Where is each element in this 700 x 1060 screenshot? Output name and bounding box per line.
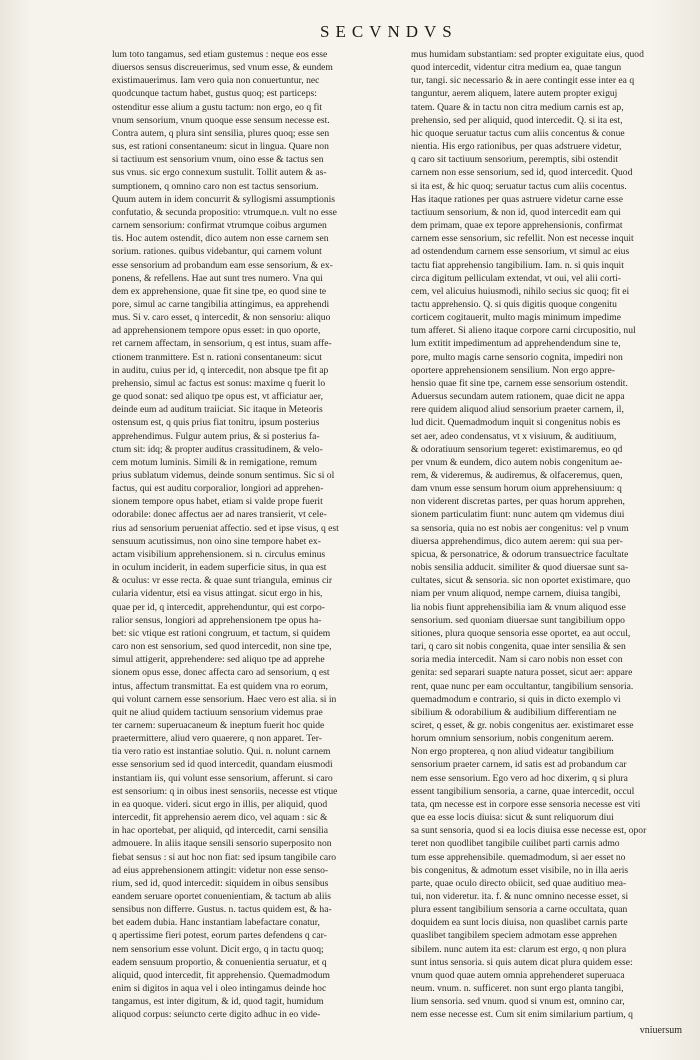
text-line: tata, qm necesse est in corpore esse sensoria necesse est viti (411, 798, 641, 810)
right-column (411, 48, 689, 1030)
text-line: caro non est sensorium, sed quod intercedit, non sine tpe, (112, 641, 332, 653)
text-line: tari, q caro sit nobis congenita, quae inter sensilia & sen (411, 641, 626, 653)
text-line: hic quoque seruatur tactus cum aliis concentus & conue (411, 127, 625, 139)
text-line: sumptionem, q omnino caro non est tactus sensorium. (112, 180, 319, 192)
text-line: lum toto tangamus, sed etiam gustemus : neque eos esse (112, 49, 328, 60)
text-line: tui, non videretur. ita. f. & nunc omnino necesse esset, si (411, 891, 629, 902)
text-line: esse sensorium sed id quod intercedit, quandam eiusmodi (112, 759, 333, 771)
text-line: sciret, q esset, & gr. nobis congenitus aer. existimaret esse (411, 719, 634, 731)
text-line: ge quod sonat: sed aliquo tpe opus est, vt afficiatur aer, (112, 391, 323, 403)
text-line: aliquid, quod intercedit, fit apprehensio. Quemadmodum (112, 969, 330, 981)
text-line: cularia videntur, etsi ea visus attingat. sicut ergo in his, (112, 588, 323, 600)
text-line: factus, qui est auditu corporalior, longiori ad apprehen- (112, 483, 324, 495)
text-line: tangamus, est inter digitum, & id, quod tagit, humidum (112, 996, 324, 1008)
text-line: ter carnem: superuacaneum & ineptum fuerit hoc quide (112, 719, 325, 731)
text-line: lud dicit. Quemadmodum inquit si congenitus nobis es (411, 417, 621, 429)
text-line: sibilium & odorabilium & audibilium differentiam ne (411, 706, 617, 718)
text-line: genita: sed separari suapte natura posset, sicut aer: appare (411, 667, 633, 679)
text-line: tanguntur, aerem aliquem, latere autem propter exiguj (411, 88, 618, 100)
text-line: oportere apprehensionem sensilium. Non ergo appre- (411, 364, 615, 376)
text-line: quaslibet tangibilem speciem admotam esse apprehen (411, 930, 617, 942)
text-line: soria media intercedit. Nam si caro nobis non esset con (411, 654, 623, 666)
text-line: corticem cogitauerit, multo magis minimum impedime (411, 312, 621, 324)
text-line: pore, multo magis carne sensorio cognita, impediri non (411, 351, 623, 363)
text-line: horum omnium sensorium, nobis congenitum aerem. (411, 733, 614, 745)
text-line: vnum quod quae autem omnia apprehenderet superuaca (411, 969, 625, 981)
text-line: actam visibilium apprehensionem. si n. circulus eminus (112, 548, 326, 560)
text-line: sionem particulatim fiunt: nunc autem qm videmus diui (411, 509, 625, 521)
text-line: rere quidem aliquod aliud sensorium praeter carnem, il, (411, 404, 624, 416)
text-line: tum esse apprehensibile. quemadmodum, si aer esset no (411, 851, 626, 863)
text-line: in oculum inciderit, in eadem superficie situs, in qua est (112, 562, 327, 574)
text-line: confutatio, & secunda propositio: vtrumque.n. vult no esse (112, 206, 337, 218)
text-line: sa sensoria, quia no est nobis aer congenitus: vel p vnum (411, 522, 629, 534)
text-line: & odoratiuum sensorium tegeret: existimaremus, eo qd (411, 443, 623, 455)
text-line: non viderent discretas partes, per quas horum apprehen, (411, 496, 625, 508)
text-line: ctum sit: idq; & propter auditus crassitudinem, & velo- (112, 443, 323, 455)
text-line: deinde eum ad auditum traiiciat. Sic itaque in Meteoris (112, 404, 323, 416)
text-line: prehensio, sed per aliquid, quod intercedit. Q. si ita est, (411, 114, 623, 126)
text-line: dam vnum esse sensum horum oium apprehensiuum: q (411, 483, 622, 495)
left-column (112, 48, 398, 1030)
text-line: q apertissime fieri potest, eorum partes defendens q car- (112, 930, 327, 942)
text-line: mus. Si v. caro esset, q intercedit, & non sensoriu: aliquo (112, 312, 331, 324)
text-line: nem esse necesse est. Cum sit enim similarium partium, q (411, 1009, 633, 1021)
text-line: si tactiuum est sensorium vnum, oino esse & tactus sen (112, 154, 324, 166)
text-line: prius sublatum videmus, deinde sonum sentimus. Sic si ol (112, 470, 335, 481)
text-line: tactiuum sensorium, & non id, quod intercedit eam qui (411, 206, 621, 218)
text-line: in auditu, cuius per id, q intercedit, non absque tpe fit ap (112, 364, 329, 376)
text-line: per vnum & eundem, dico autem nobis congenitum ae- (411, 456, 623, 468)
text-line: vnum sensorium, vnum quoque esse sensum necesse est. (112, 114, 330, 126)
text-line: lium sensoria. sed vnum. quod si vnum est, omnino car, (411, 996, 625, 1008)
text-line: Quum autem in idem concurrit & syllogismi assumptionis (112, 193, 336, 205)
text-line: apprehendimus. Fulgur autem prius, & si posterius fa- (112, 430, 320, 442)
text-line: mus humidam substantiam: sed propter exiguitate eius, quod (411, 49, 644, 60)
text-line: sibilem. nunc autem ita est: clarum est ergo, q non plura (411, 943, 627, 955)
text-line: rium, sed id, quod intercedit: siquidem in oibus sensibus (112, 877, 329, 889)
text-line: Contra autem, q plura sint sensilia, plures quoq; esse sen (112, 127, 330, 139)
text-line: rius ad sensorium perueniat affectio. sed et ipse visus, q est (112, 522, 339, 534)
text-line: spicua, & personatrice, & odorum transuectrice facultate (411, 548, 629, 560)
text-line: sa sunt sensoria, quod si ea locis diuisa esse necesse est, opor (411, 825, 647, 837)
text-line: ad ostendendum carnem esse sensorium, vt simul ac eius (411, 246, 630, 258)
text-line: praetermittere, aliud vero quaerere, q non apparet. Ter- (112, 733, 322, 745)
text-line: admouere. In aliis itaque sensili sensorio superposito non (112, 838, 332, 850)
text-line: tia vero ratio est instantiae solutio. Qui. n. nolunt carnem (112, 746, 331, 758)
text-line: set aer, adeo condensatus, vt x visiuum, & auditiuum, (411, 430, 617, 442)
text-line: aliquod corpus: seiuncto certe digito adhuc in eo vide- (112, 1009, 321, 1021)
text-line: instantiam iis, qui volunt esse sensorium, afferunt. si caro (112, 772, 333, 784)
text-line: sitiones, plura quoque sensoria esse oportet, ea aut occul, (411, 627, 631, 639)
text-line: carnem esse sensorium, sic refellit. Non est necesse inquit (411, 233, 634, 245)
text-line: sus, est rationi consentaneum: sicut in lingua. Quare non (112, 141, 329, 153)
text-line: pore, simul ac carne tangibilia attingimus, ea apprehendi (112, 298, 330, 310)
running-title: SECVNDVS (320, 22, 458, 41)
text-line: enim si digitos in aqua vel i oleo intingamus deinde hoc (112, 983, 327, 995)
text-line: bet eadem dubia. Hanc instantiam labefactare conatur, (112, 917, 320, 929)
text-line: quemadmodum e contrario, si quis in dicto exemplo vi (411, 693, 621, 705)
text-line: circa digitum pelliculam extendat, vt oui, vel alii corti- (411, 272, 621, 284)
text-line: in ea quoque. videri. sicut ergo in illis, per aliquid, quod (112, 798, 328, 810)
text-line: niam per vnum aliquod, nempe carnem, diuisa tangibi, (411, 588, 621, 600)
text-line: prehensio, simul ac factus est sonus: maxime q fuerit lo (112, 377, 326, 389)
text-line: tactu fiat apprehensio tangibilium. Iam. n. si quis inquit (411, 259, 624, 271)
text-line: bis congenitus, & admotum esset visibile, no in illa aeris (411, 864, 629, 876)
text-line: plura essent tangibilium sensoria a carne occultata, quan (411, 904, 628, 916)
text-line: essent tangibilium sensoria, a carne, quae intercedit, occul (411, 785, 635, 797)
text-line: quae per id, q intercedit, apprehenduntur, qui est corpo- (112, 601, 326, 613)
text-line: lum extitit impedimentum ad apprehendendum sine te, (411, 338, 621, 350)
text-line: lia nobis fiunt apprehensibilia iam & vnum aliquod esse (411, 601, 626, 613)
text-line: tur, tangi. sic necessario & in aere contingit esse inter ea q (411, 75, 635, 87)
text-line: sorium. rationes. quibus videbantur, qui carnem volunt (112, 246, 322, 258)
text-line: sensibus non differre. Gustus. n. tactus quidem est, & ha- (112, 904, 332, 916)
text-line: ad eius apprehensionem attingit: videtur non esse senso- (112, 864, 329, 876)
text-line: carnem non esse sensorium, sed id, quod intercedit. Quod (411, 167, 633, 179)
text-line: hensio quae fit sine tpe, carnem esse sensorium ostendit. (411, 377, 628, 389)
text-line: simul attigerit, apprehendere: sed aliquo tpe ad apprehe (112, 654, 325, 666)
text-line: Non ergo propterea, q non aliud videatur tangibilium (411, 746, 614, 758)
text-line: diuersa apprehendimus, dico autem aerem: qui sua per- (411, 535, 623, 547)
text-line: existimauerimus. Iam vero quia non conuertuntur, nec (112, 75, 320, 87)
text-line: esse sensorium ad probandum eam esse sensorium, & ex- (112, 259, 333, 271)
text-line: Has itaque rationes per quas astruere videtur carne esse (411, 193, 624, 205)
text-line: ponens, & refellens. Hae aut sunt tres numero. Vna qui (112, 272, 323, 284)
text-line: sunt intus sensoria. si quis autem dicat plura quidem esse: (411, 956, 633, 968)
text-line: odorabile: donec affectus aer ad nares transierit, vt cele- (112, 509, 327, 521)
text-line: intercedit, fit apprehensio aerem dico, vel aquam : sic & (112, 812, 328, 824)
text-line: nem sensorium esse volunt. Dicit ergo, q in tactu quoq; (112, 943, 324, 955)
text-line: ctionem tranmittere. Est n. rationi consentaneum: sicut (112, 351, 322, 363)
text-line: doquidem ea sunt locis diuisa, non quaslibet carnis parte (411, 917, 628, 929)
text-line: sus vnus. sic ergo connexum sustulit. Tollit autem & as- (112, 167, 327, 179)
text-line: teret non quodlibet tangibile cuilibet parti carnis admo (411, 838, 620, 850)
text-line: nientia. His ergo rationibus, per quas adstruere videtur, (411, 141, 622, 153)
text-line: Aduersus secundam autem rationem, quae dicit ne appa (411, 391, 625, 403)
text-line: sensorium praeter carnem, id satis est ad probandum car (411, 759, 627, 771)
text-line: ralior sensus, longiori ad apprehensionem tpe opus ha- (112, 614, 322, 626)
text-line: si ita est, & hic quoq; seruatur tactus cum aliis cocentus. (411, 180, 627, 192)
text-line: bet: sic vtique est rationi congruum, et tactum, si quidem (112, 627, 331, 639)
text-line: eadem sensuum proportio, & conuenientia seruatur, et q (112, 956, 327, 968)
text-line: rem, & videremus, & audiremus, & olfaceremus, quen, (411, 470, 623, 481)
text-line: in hac oportebat, per aliquid, qd intercedit, carni sensilia (112, 825, 329, 837)
text-line: nobis sensilia adducit. similiter & quod diuersae sunt sa- (411, 562, 629, 574)
text-line: & oculus: vr esse recta. & quae sunt triangula, eminus cir (112, 575, 333, 587)
text-line: q caro sit tactiuum sensorium, peremptis, sibi ostendit (411, 154, 619, 166)
text-line: quit ne aliud quidem tactiuum sensorium videmus prae (112, 706, 323, 718)
text-line: tis. Hoc autem ostendit, dico autem non esse carnem sen (112, 233, 329, 245)
text-line: rent, quae nunc per eam occultantur, tangibilium sensoria. (411, 680, 634, 692)
text-line: sensorium. sed quoniam diuersae sunt tangibilium oppo (411, 614, 625, 626)
text-line: tactu apprehensio. Q. si quis digitis quoque congenitu (411, 298, 617, 310)
text-line: sionem opus esse, donec affecta caro ad sensorium, q est (112, 667, 330, 679)
text-line: eandem seruare oportet conuenientiam, & tactum ab aliis (112, 891, 331, 902)
text-line: carnem sensorium: confirmat vtrumque coibus argumen (112, 220, 327, 232)
text-line: intus, affectum transmittat. Ea est quidem vna ro eorum, (112, 680, 328, 692)
text-line: qui volunt carnem esse sensorium. Haec vero est alia. si in (112, 693, 337, 705)
text-line: ret carnem affectam, in sensorium, q est intus, suam affe- (112, 338, 332, 350)
text-line: cem motum luminis. Simili & in remigatione, remum (112, 456, 317, 468)
text-line: cultates, sicut & sensoria. sic non oportet existimare, quo (411, 575, 631, 587)
text-line: tum afferet. Si alieno itaque corpore carni circupositio, nul (411, 325, 636, 337)
text-line: cem, vel alicuius huiusmodi, nihilo secius sic quoq; fit ei (411, 285, 630, 297)
text-line: sensuum acutissimus, non oino sine tempore habet ex- (112, 535, 321, 547)
text-line: ostenditur esse alium a gustu tactum: non ergo, eo q fit (112, 101, 323, 113)
text-line: ostensum est, q quis prius fiat tonitru, ipsum posterius (112, 417, 320, 429)
text-line: sionem tempore opus habet, etiam si valde prope fuerit (112, 496, 323, 508)
text-line: dem primam, quae ex tepore apprehensionis, confirmat (411, 220, 623, 232)
text-line: nem esse sensorium. Ego vero ad hoc dixerim, q si plura (411, 772, 628, 784)
text-line: neum. vnum. n. sufficeret. non sunt ergo planta tangibi, (411, 983, 624, 995)
text-line: est sensorium: q in oibus inest sensoriis, necesse est vtique (112, 785, 338, 797)
text-line: quodcunque tactum habet, gustus quoq; est particeps: (112, 88, 317, 100)
text-line: que ea esse locis diuisa: sicut & sunt reliquorum diui (411, 812, 614, 824)
text-line: tatem. Quare & in tactu non citra medium carnis est ap, (411, 101, 624, 113)
text-line: parte, quae oculo directo obiicit, sed quae auditiuo mea- (411, 877, 627, 889)
text-line: dem ex apprehensione, quae fit sine tpe, eo quod sine te (112, 285, 327, 297)
text-line: ad apprehensionem tempore opus esset: in quo oporte, (112, 325, 321, 337)
text-line: diuersos sensus discreuerimus, sed vnum esse, & eundem (112, 62, 333, 74)
text-line: fiebat sensus : si aut hoc non fiat: sed ipsum tangibile caro (112, 851, 337, 863)
catchword: vniuersum (639, 1025, 682, 1036)
text-line: quod intercedit, videntur citra medium ea, quae tangun (411, 62, 622, 74)
